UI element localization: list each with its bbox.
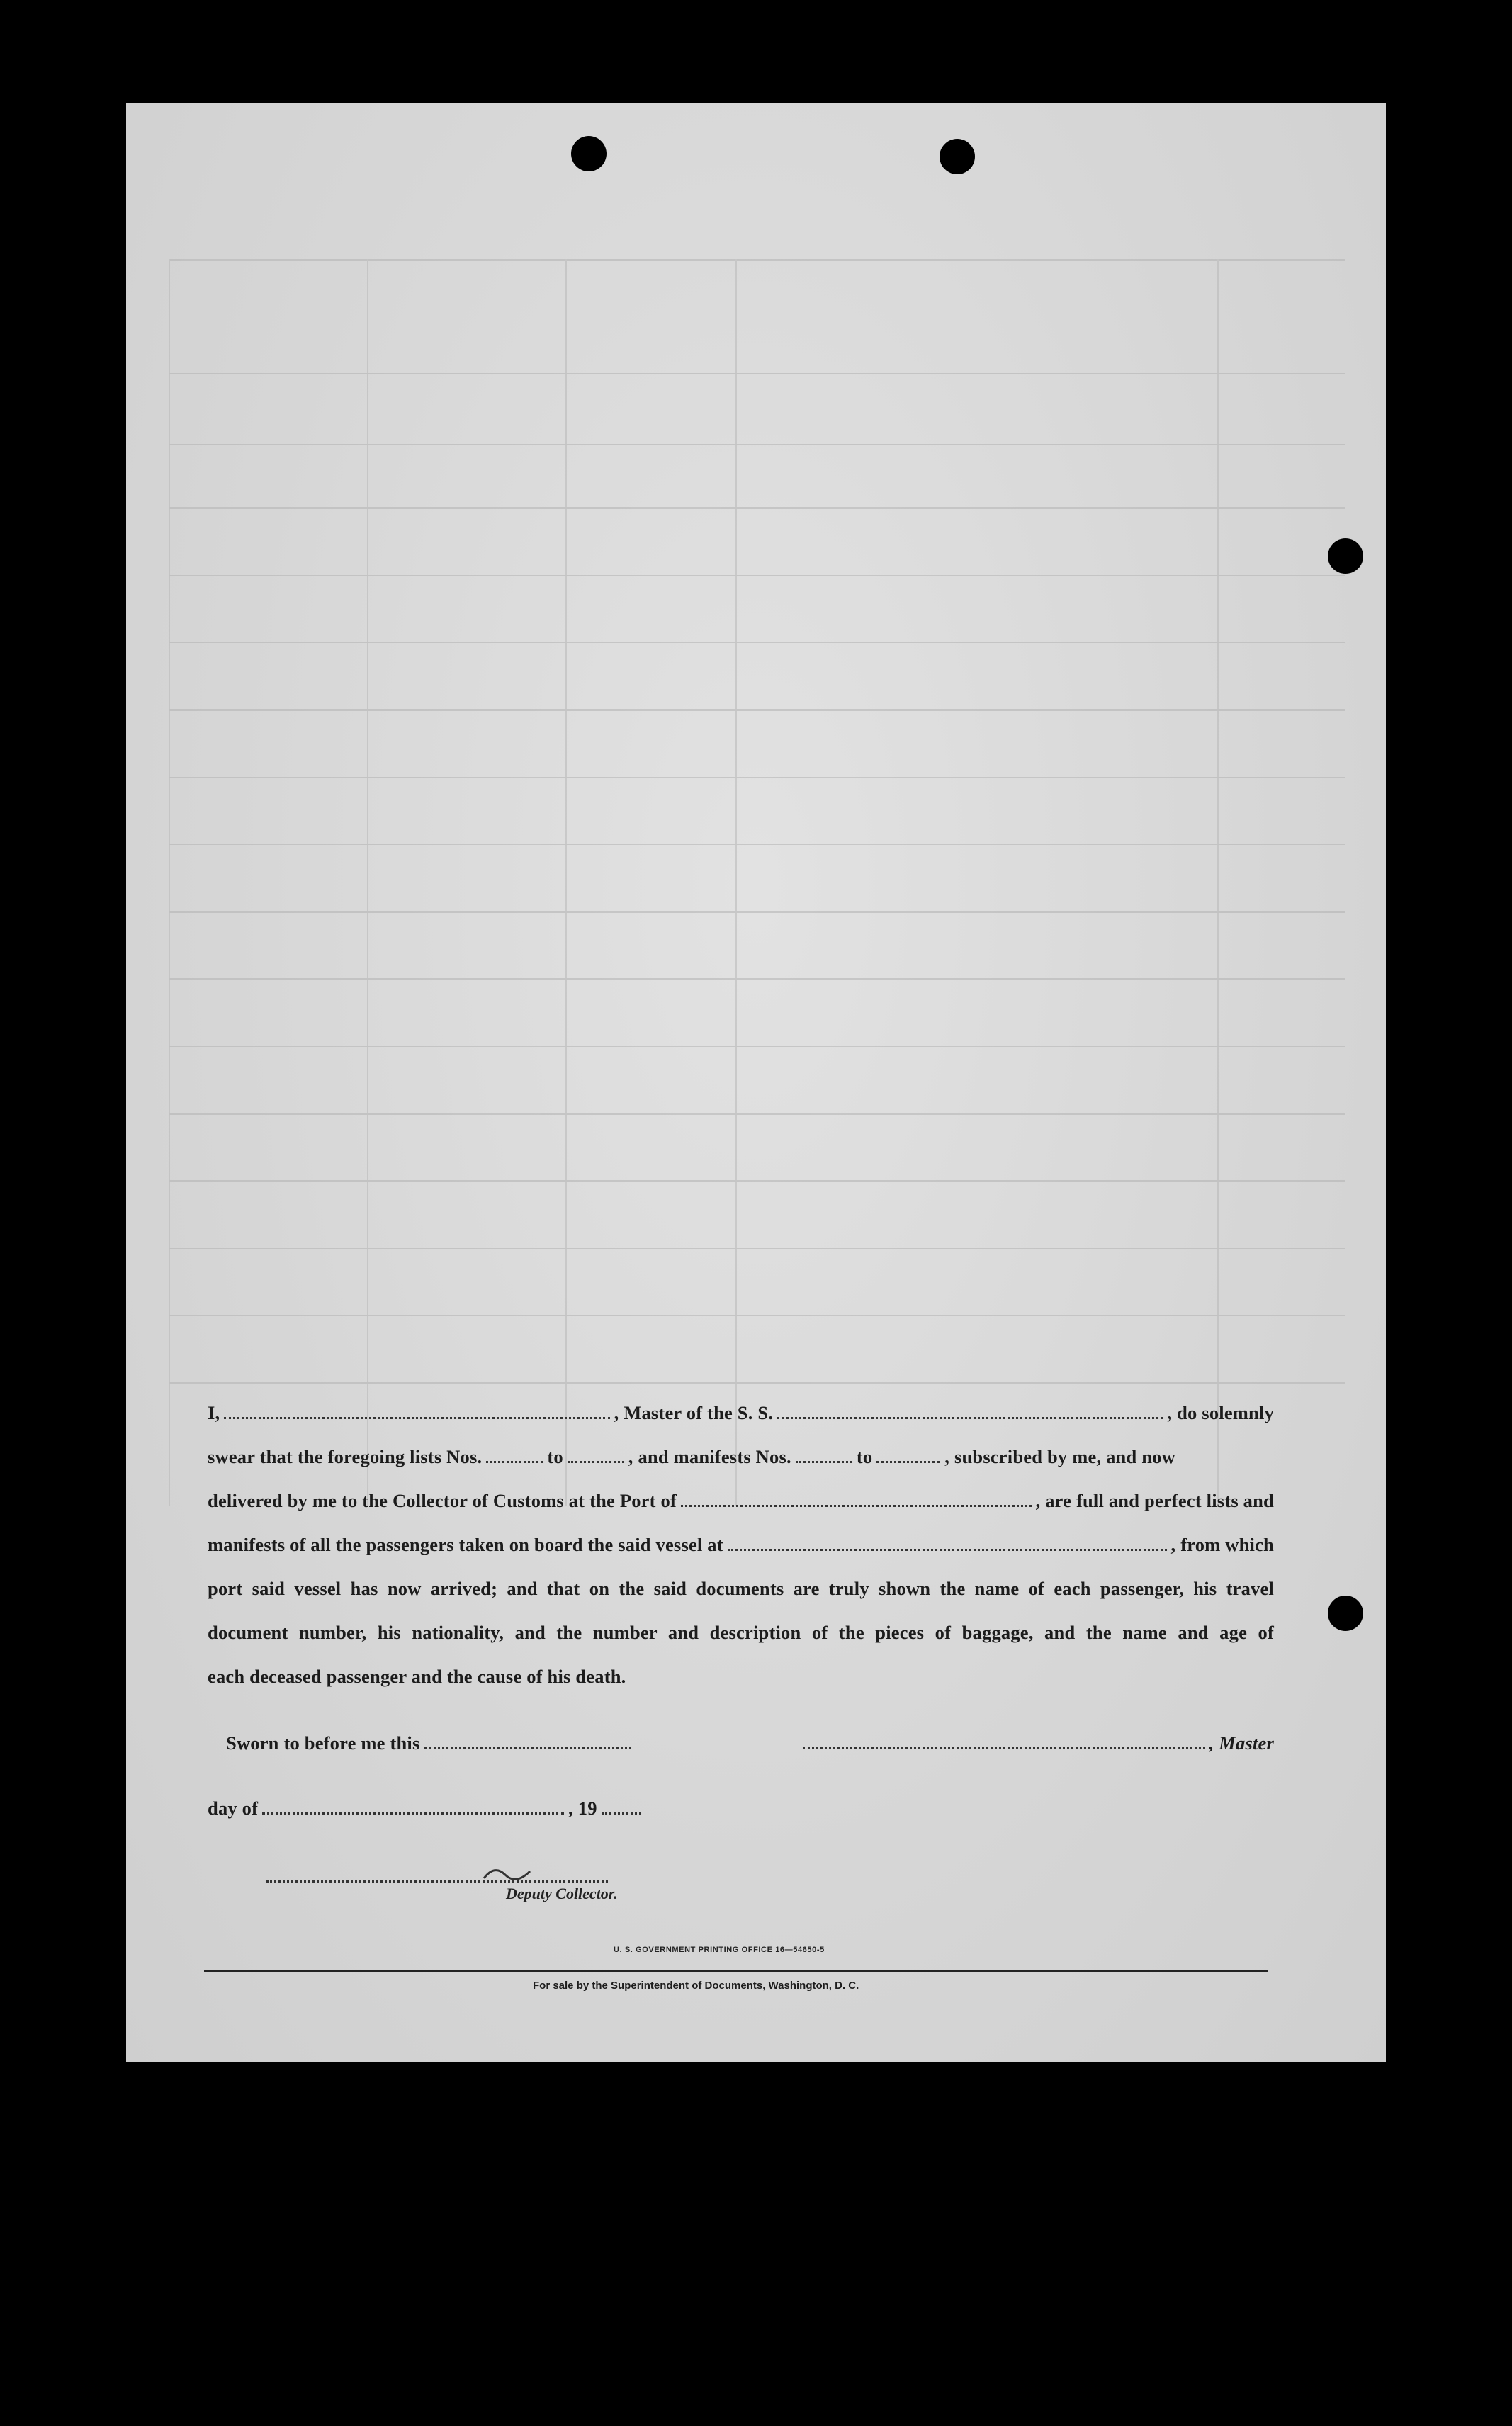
oath-line2-a: swear that the foregoing lists Nos. bbox=[208, 1446, 483, 1467]
oath-line6: document number, his nationality, and the number and description of the pieces of baggage, and the name and age of bbox=[208, 1622, 1274, 1643]
day-of-label: day of bbox=[208, 1798, 259, 1819]
oath-line7: each deceased passenger and the cause of his death. bbox=[208, 1666, 626, 1687]
manifest-to-field[interactable] bbox=[876, 1461, 940, 1463]
ship-name-field[interactable] bbox=[777, 1417, 1163, 1419]
oath-line2-b: to bbox=[547, 1446, 563, 1467]
oath-line2-d: to bbox=[856, 1446, 873, 1467]
document-sheet bbox=[126, 103, 1386, 2062]
master-name-field[interactable] bbox=[224, 1417, 609, 1419]
year-field[interactable] bbox=[602, 1812, 641, 1815]
oath-line4-b: , from which bbox=[1170, 1534, 1274, 1555]
footer-rule bbox=[204, 1970, 1268, 1972]
sworn-date-field[interactable] bbox=[424, 1747, 631, 1749]
manifest-from-field[interactable] bbox=[796, 1461, 852, 1463]
oath-line4-a: manifests of all the passengers taken on board the said vessel at bbox=[208, 1534, 723, 1555]
port-field[interactable] bbox=[681, 1505, 1032, 1507]
sworn-label: Sworn to before me this bbox=[226, 1732, 420, 1754]
departure-port-field[interactable] bbox=[728, 1549, 1167, 1551]
oath-line2-e: , subscribed by me, and now bbox=[944, 1446, 1175, 1467]
oath-line5: port said vessel has now arrived; and that on the said documents are truly shown the name of each passenger, his travel bbox=[208, 1578, 1274, 1599]
master-label: , Master bbox=[1209, 1732, 1274, 1754]
punch-hole bbox=[1328, 1596, 1363, 1631]
day-of-field[interactable] bbox=[262, 1812, 564, 1815]
oath-line1-b: , Master of the S. S. bbox=[614, 1402, 774, 1423]
for-sale-note: For sale by the Superintendent of Documents, Washington, D. C. bbox=[533, 1980, 859, 1992]
year-label: , 19 bbox=[568, 1798, 597, 1819]
oath-line3-a: delivered by me to the Collector of Customs at the Port of bbox=[208, 1490, 677, 1511]
oath-line1-c: , do solemnly bbox=[1167, 1402, 1275, 1423]
oath-line2-c: , and manifests Nos. bbox=[628, 1446, 791, 1467]
list-to-field[interactable] bbox=[568, 1461, 624, 1463]
bleed-through-texture bbox=[169, 132, 1345, 1521]
list-from-field[interactable] bbox=[486, 1461, 543, 1463]
oath-line3-b: , are full and perfect lists and bbox=[1035, 1490, 1274, 1511]
gpo-imprint: U. S. GOVERNMENT PRINTING OFFICE 16—54650-5 bbox=[614, 1946, 825, 1954]
deputy-signature-line[interactable] bbox=[266, 1880, 608, 1883]
deputy-collector-label: Deputy Collector. bbox=[506, 1885, 618, 1902]
master-signature-field[interactable] bbox=[803, 1747, 1205, 1749]
oath-line1-a: I, bbox=[208, 1402, 220, 1423]
